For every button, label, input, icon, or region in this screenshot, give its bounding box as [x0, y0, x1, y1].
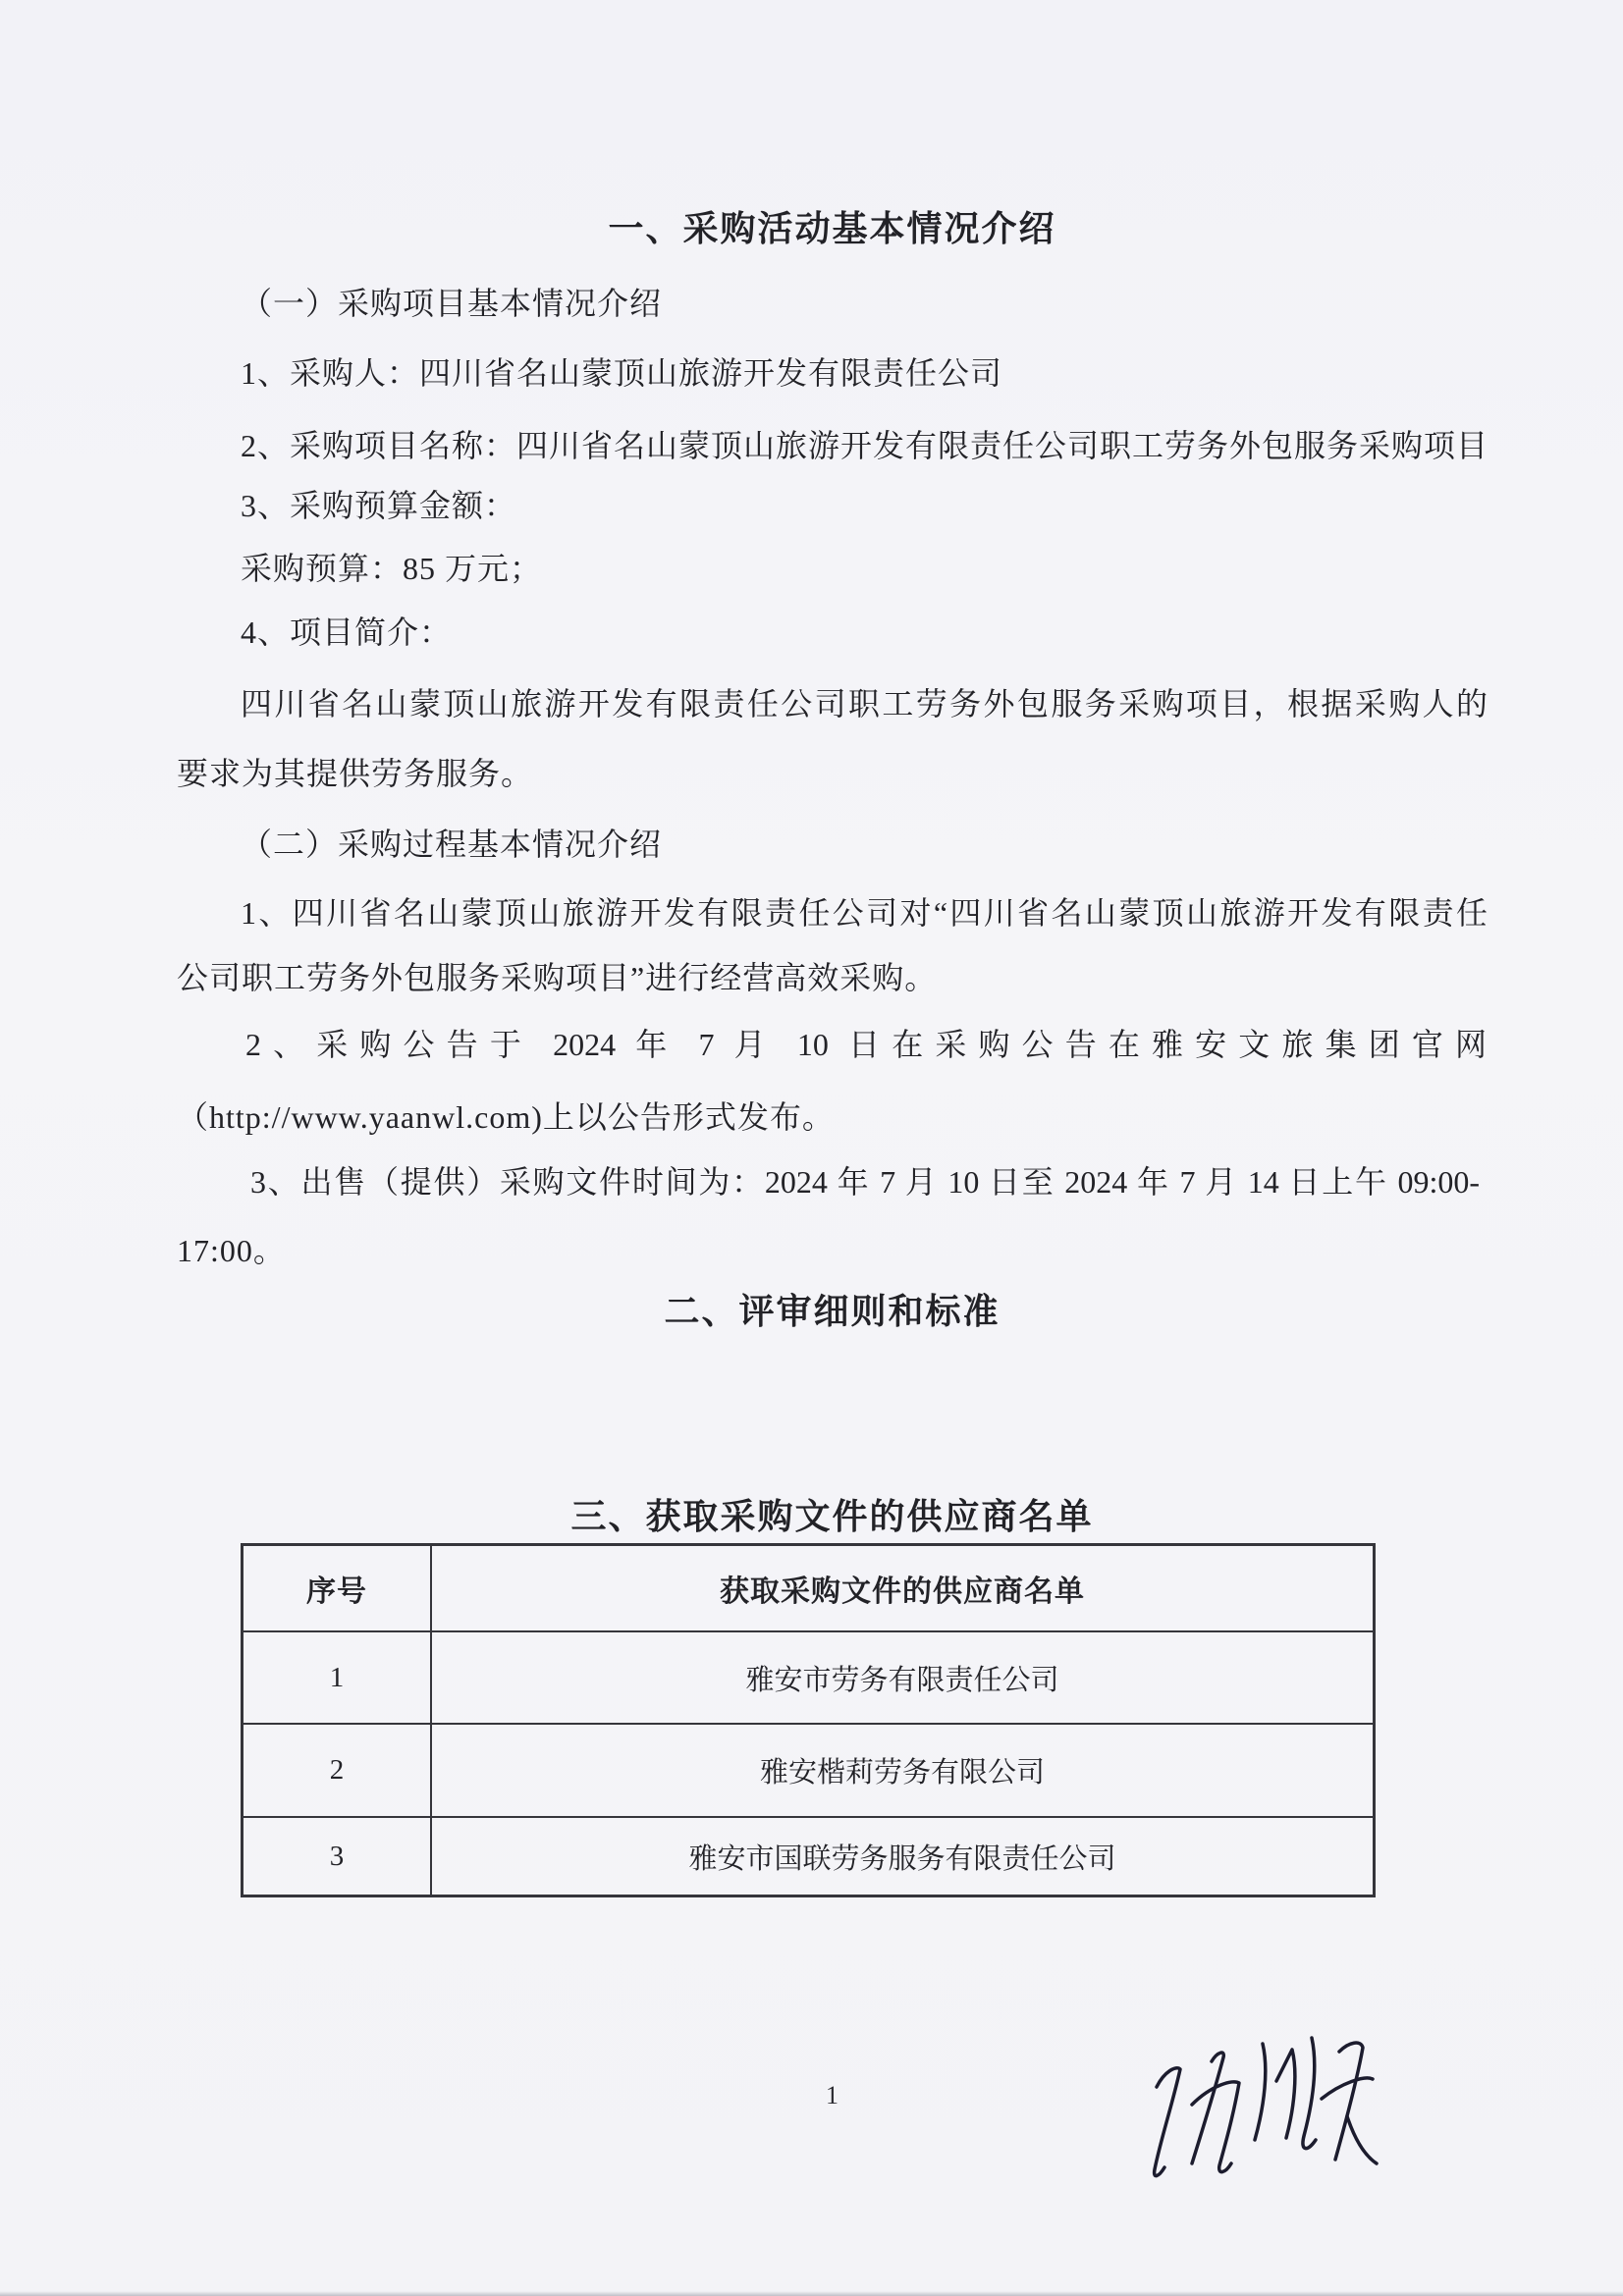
- page-number: 1: [826, 2081, 839, 2109]
- row-index: 2: [329, 1754, 345, 1786]
- table-header-row: [243, 1546, 1373, 1630]
- para-budget-value: 采购预算：85 万元；: [241, 551, 543, 586]
- table-row: [243, 1816, 1373, 1895]
- para-budget-label: 3、采购预算金额：: [241, 488, 517, 523]
- supplier-table: [241, 1543, 1376, 1897]
- section-heading-1: 一、采购活动基本情况介绍: [608, 209, 1056, 248]
- table-row: [243, 1630, 1373, 1723]
- row-index: 1: [329, 1661, 345, 1693]
- para-process-line1: 1、四川省名山蒙顶山旅游开发有限责任公司对“四川省名山蒙顶山旅游开发有限责任: [241, 895, 1488, 931]
- para-process-line2: 公司职工劳务外包服务采购项目”进行经营高效采购。: [177, 960, 938, 995]
- row-supplier: 雅安市国联劳务服务有限责任公司: [430, 1818, 1373, 1895]
- handwritten-signature: [1129, 2022, 1404, 2194]
- para-sale-time-line2: 17:00。: [177, 1233, 286, 1268]
- para-intro-line2: 要求为其提供劳务服务。: [177, 756, 534, 791]
- section-heading-2: 二、评审细则和标准: [664, 1292, 1001, 1331]
- table-row: [243, 1723, 1373, 1816]
- subsection-heading-1-2: （二）采购过程基本情况介绍: [241, 827, 663, 862]
- table-header-supplier: 获取采购文件的供应商名单: [430, 1546, 1373, 1630]
- para-intro-line1: 四川省名山蒙顶山旅游开发有限责任公司职工劳务外包服务采购项目，根据采购人的: [241, 686, 1488, 721]
- row-supplier: 雅安楷莉劳务有限公司: [430, 1725, 1373, 1816]
- row-index: 3: [329, 1840, 345, 1872]
- para-sale-time-line1: 3、出售（提供）采购文件时间为：2024 年 7 月 10 日至 2024 年 7 月 14 日上午 09:00-: [250, 1164, 1480, 1200]
- para-announcement-line1: 2、采购公告于 2024 年 7 月 10 日在采购公告在雅安文旅集团官网: [245, 1027, 1487, 1062]
- table-header-index: 序号: [306, 1575, 367, 1608]
- row-supplier: 雅安市劳务有限责任公司: [430, 1632, 1373, 1723]
- subsection-heading-1-1: （一）采购项目基本情况介绍: [241, 286, 663, 321]
- scan-bottom-edge: [0, 2291, 1623, 2296]
- para-project-name: 2、采购项目名称：四川省名山蒙顶山旅游开发有限责任公司职工劳务外包服务采购项目: [241, 428, 1489, 463]
- para-purchaser: 1、采购人：四川省名山蒙顶山旅游开发有限责任公司: [241, 355, 1003, 391]
- section-heading-3: 三、获取采购文件的供应商名单: [570, 1497, 1094, 1536]
- para-announcement-line2: （http://www.yaanwl.com)上以公告形式发布。: [177, 1099, 835, 1135]
- para-intro-label: 4、项目简介：: [241, 614, 453, 650]
